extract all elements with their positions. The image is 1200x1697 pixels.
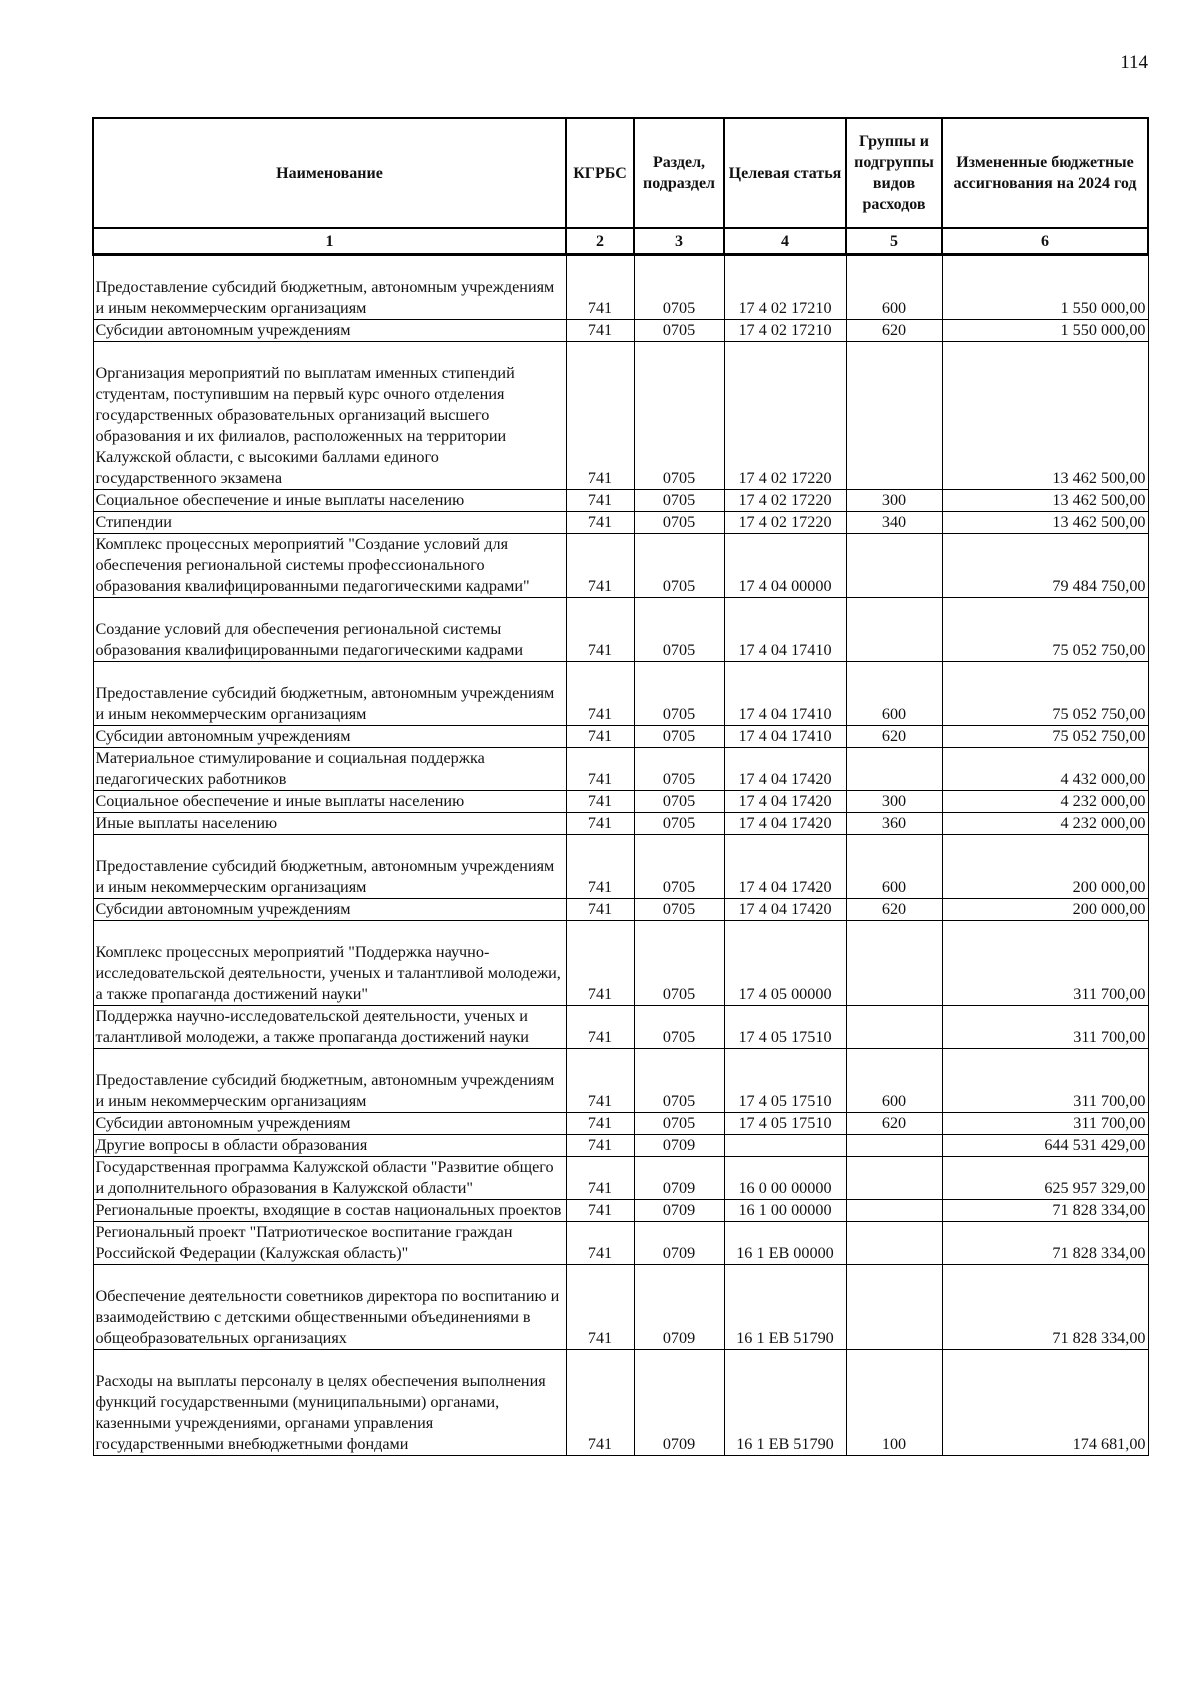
row-razdel: 0705 bbox=[634, 512, 724, 534]
row-razdel: 0705 bbox=[634, 726, 724, 748]
table-row bbox=[93, 835, 1148, 899]
row-razdel: 0705 bbox=[634, 791, 724, 813]
row-expense-group bbox=[846, 1265, 942, 1350]
row-kgrbs: 741 bbox=[566, 791, 634, 813]
row-kgrbs: 741 bbox=[566, 1135, 634, 1157]
row-kgrbs: 741 bbox=[566, 320, 634, 342]
table-body bbox=[93, 255, 1148, 1456]
row-name: Создание условий для обеспечения региональной системы образования квалифицированными педагогическими кадрами bbox=[93, 598, 566, 662]
row-name: Материальное стимулирование и социальная поддержка педагогических работников bbox=[93, 748, 566, 791]
header-row bbox=[93, 118, 1148, 228]
row-target-article: 16 1 00 00000 bbox=[724, 1200, 846, 1222]
row-amount: 200 000,00 bbox=[942, 899, 1148, 921]
row-target-article: 16 0 00 00000 bbox=[724, 1157, 846, 1200]
table-row bbox=[93, 1113, 1148, 1135]
row-expense-group: 340 bbox=[846, 512, 942, 534]
row-target-article: 17 4 02 17220 bbox=[724, 490, 846, 512]
row-amount: 71 828 334,00 bbox=[942, 1265, 1148, 1350]
row-razdel: 0705 bbox=[634, 1049, 724, 1113]
budget-table bbox=[92, 117, 1149, 1456]
row-name: Государственная программа Калужской области "Развитие общего и дополнительного образования в Калужской области" bbox=[93, 1157, 566, 1200]
page-number: 114 bbox=[1120, 52, 1148, 73]
row-kgrbs: 741 bbox=[566, 1265, 634, 1350]
row-name: Стипендии bbox=[93, 512, 566, 534]
row-kgrbs: 741 bbox=[566, 899, 634, 921]
row-amount: 200 000,00 bbox=[942, 835, 1148, 899]
row-name: Иные выплаты населению bbox=[93, 813, 566, 835]
header-allocation: Измененные бюджетные ассигнования на 2024 год bbox=[942, 118, 1148, 228]
row-amount: 79 484 750,00 bbox=[942, 534, 1148, 598]
row-razdel: 0705 bbox=[634, 320, 724, 342]
row-name: Предоставление субсидий бюджетным, автономным учреждениям и иным некоммерческим организациям bbox=[93, 1049, 566, 1113]
row-expense-group: 300 bbox=[846, 791, 942, 813]
row-razdel: 0705 bbox=[634, 813, 724, 835]
row-expense-group bbox=[846, 342, 942, 490]
row-name: Комплекс процессных мероприятий "Поддержка научно-исследовательской деятельности, ученых и талантливой молодежи, а также пропаганда достижений науки" bbox=[93, 921, 566, 1006]
row-kgrbs: 741 bbox=[566, 813, 634, 835]
row-kgrbs: 741 bbox=[566, 598, 634, 662]
row-razdel: 0709 bbox=[634, 1157, 724, 1200]
table-row bbox=[93, 1157, 1148, 1200]
header-expense-group: Группы и подгруппы видов расходов bbox=[846, 118, 942, 228]
row-razdel: 0705 bbox=[634, 534, 724, 598]
row-name: Предоставление субсидий бюджетным, автономным учреждениям и иным некоммерческим организациям bbox=[93, 255, 566, 320]
row-amount: 75 052 750,00 bbox=[942, 662, 1148, 726]
row-expense-group bbox=[846, 1157, 942, 1200]
row-target-article: 17 4 04 17410 bbox=[724, 662, 846, 726]
table-row bbox=[93, 1222, 1148, 1265]
table-row bbox=[93, 1006, 1148, 1049]
row-kgrbs: 741 bbox=[566, 1157, 634, 1200]
row-kgrbs: 741 bbox=[566, 835, 634, 899]
row-razdel: 0709 bbox=[634, 1135, 724, 1157]
row-kgrbs: 741 bbox=[566, 512, 634, 534]
row-target-article: 17 4 04 17420 bbox=[724, 899, 846, 921]
row-amount: 13 462 500,00 bbox=[942, 490, 1148, 512]
row-razdel: 0705 bbox=[634, 662, 724, 726]
row-kgrbs: 741 bbox=[566, 1350, 634, 1456]
column-number: 4 bbox=[724, 228, 846, 255]
row-target-article: 17 4 04 17410 bbox=[724, 726, 846, 748]
row-target-article: 17 4 04 17410 bbox=[724, 598, 846, 662]
row-razdel: 0709 bbox=[634, 1222, 724, 1265]
column-number: 3 bbox=[634, 228, 724, 255]
row-expense-group: 620 bbox=[846, 320, 942, 342]
row-razdel: 0705 bbox=[634, 835, 724, 899]
row-amount: 4 432 000,00 bbox=[942, 748, 1148, 791]
row-kgrbs: 741 bbox=[566, 921, 634, 1006]
row-name: Социальное обеспечение и иные выплаты населению bbox=[93, 490, 566, 512]
row-expense-group: 620 bbox=[846, 1113, 942, 1135]
column-number-row bbox=[93, 228, 1148, 255]
row-amount: 311 700,00 bbox=[942, 1049, 1148, 1113]
row-target-article: 17 4 04 17420 bbox=[724, 835, 846, 899]
row-target-article: 17 4 04 17420 bbox=[724, 813, 846, 835]
row-kgrbs: 741 bbox=[566, 748, 634, 791]
table-row bbox=[93, 791, 1148, 813]
row-kgrbs: 741 bbox=[566, 1006, 634, 1049]
row-name: Обеспечение деятельности советников директора по воспитанию и взаимодействию с детскими общественными объединениями в общеобразовательных организациях bbox=[93, 1265, 566, 1350]
row-razdel: 0705 bbox=[634, 921, 724, 1006]
row-expense-group bbox=[846, 1006, 942, 1049]
header-razdel: Раздел, подраздел bbox=[634, 118, 724, 228]
table-row bbox=[93, 255, 1148, 320]
column-number: 6 bbox=[942, 228, 1148, 255]
table-row bbox=[93, 1049, 1148, 1113]
row-kgrbs: 741 bbox=[566, 490, 634, 512]
row-name: Поддержка научно-исследовательской деятельности, ученых и талантливой молодежи, а также пропаганда достижений науки bbox=[93, 1006, 566, 1049]
row-name: Субсидии автономным учреждениям bbox=[93, 1113, 566, 1135]
row-amount: 311 700,00 bbox=[942, 1006, 1148, 1049]
row-expense-group: 600 bbox=[846, 1049, 942, 1113]
row-target-article: 17 4 02 17210 bbox=[724, 320, 846, 342]
row-expense-group bbox=[846, 1222, 942, 1265]
row-razdel: 0705 bbox=[634, 598, 724, 662]
row-amount: 644 531 429,00 bbox=[942, 1135, 1148, 1157]
row-amount: 75 052 750,00 bbox=[942, 726, 1148, 748]
row-kgrbs: 741 bbox=[566, 534, 634, 598]
row-target-article: 17 4 02 17220 bbox=[724, 512, 846, 534]
row-expense-group: 600 bbox=[846, 255, 942, 320]
table-row bbox=[93, 490, 1148, 512]
row-target-article: 17 4 05 00000 bbox=[724, 921, 846, 1006]
row-expense-group bbox=[846, 1200, 942, 1222]
row-name: Региональные проекты, входящие в состав национальных проектов bbox=[93, 1200, 566, 1222]
row-expense-group: 620 bbox=[846, 726, 942, 748]
row-amount: 1 550 000,00 bbox=[942, 255, 1148, 320]
row-expense-group: 600 bbox=[846, 835, 942, 899]
row-amount: 71 828 334,00 bbox=[942, 1222, 1148, 1265]
table-row bbox=[93, 1265, 1148, 1350]
row-target-article: 16 1 EB 00000 bbox=[724, 1222, 846, 1265]
row-razdel: 0705 bbox=[634, 255, 724, 320]
row-razdel: 0705 bbox=[634, 342, 724, 490]
row-kgrbs: 741 bbox=[566, 1113, 634, 1135]
row-target-article: 17 4 02 17210 bbox=[724, 255, 846, 320]
table-row bbox=[93, 598, 1148, 662]
row-amount: 174 681,00 bbox=[942, 1350, 1148, 1456]
table-row bbox=[93, 899, 1148, 921]
row-expense-group: 600 bbox=[846, 662, 942, 726]
row-amount: 1 550 000,00 bbox=[942, 320, 1148, 342]
row-amount: 13 462 500,00 bbox=[942, 512, 1148, 534]
row-target-article: 17 4 04 17420 bbox=[724, 748, 846, 791]
table-row bbox=[93, 512, 1148, 534]
row-kgrbs: 741 bbox=[566, 662, 634, 726]
row-expense-group: 100 bbox=[846, 1350, 942, 1456]
row-target-article: 17 4 05 17510 bbox=[724, 1006, 846, 1049]
row-expense-group bbox=[846, 921, 942, 1006]
row-razdel: 0705 bbox=[634, 490, 724, 512]
row-name: Расходы на выплаты персоналу в целях обеспечения выполнения функций государственными (муниципальными) органами, казенными учреждениями, органами управления государственными внебюджетными фондами bbox=[93, 1350, 566, 1456]
row-razdel: 0705 bbox=[634, 748, 724, 791]
row-name: Комплекс процессных мероприятий "Создание условий для обеспечения региональной системы профессионального образования квалифицированными педагогическими кадрами" bbox=[93, 534, 566, 598]
table-row bbox=[93, 662, 1148, 726]
row-name: Региональный проект "Патриотическое воспитание граждан Российской Федерации (Калужская область)" bbox=[93, 1222, 566, 1265]
row-amount: 311 700,00 bbox=[942, 921, 1148, 1006]
row-name: Предоставление субсидий бюджетным, автономным учреждениям и иным некоммерческим организациям bbox=[93, 662, 566, 726]
header-kgrbs: КГРБС bbox=[566, 118, 634, 228]
header-target-article: Целевая статья bbox=[724, 118, 846, 228]
row-amount: 71 828 334,00 bbox=[942, 1200, 1148, 1222]
header-name: Наименование bbox=[93, 118, 566, 228]
table-row bbox=[93, 813, 1148, 835]
row-razdel: 0705 bbox=[634, 899, 724, 921]
row-expense-group: 360 bbox=[846, 813, 942, 835]
row-name: Субсидии автономным учреждениям bbox=[93, 899, 566, 921]
row-amount: 75 052 750,00 bbox=[942, 598, 1148, 662]
column-number: 1 bbox=[93, 228, 566, 255]
row-target-article: 16 1 EB 51790 bbox=[724, 1350, 846, 1456]
table-row bbox=[93, 921, 1148, 1006]
row-target-article: 17 4 05 17510 bbox=[724, 1113, 846, 1135]
column-number: 2 bbox=[566, 228, 634, 255]
row-amount: 4 232 000,00 bbox=[942, 813, 1148, 835]
row-expense-group bbox=[846, 534, 942, 598]
row-razdel: 0709 bbox=[634, 1350, 724, 1456]
row-target-article: 17 4 02 17220 bbox=[724, 342, 846, 490]
row-target-article: 17 4 04 17420 bbox=[724, 791, 846, 813]
row-name: Организация мероприятий по выплатам именных стипендий студентам, поступившим на первый курс очного отделения государственных образовательных организаций высшего образования и их филиалов, расположенных на территории Калужской области, с высокими баллами единого государственного экзамена bbox=[93, 342, 566, 490]
row-expense-group bbox=[846, 1135, 942, 1157]
row-expense-group: 620 bbox=[846, 899, 942, 921]
row-name: Другие вопросы в области образования bbox=[93, 1135, 566, 1157]
table-row bbox=[93, 320, 1148, 342]
table-row bbox=[93, 1135, 1148, 1157]
row-kgrbs: 741 bbox=[566, 726, 634, 748]
table-row bbox=[93, 726, 1148, 748]
table-row bbox=[93, 342, 1148, 490]
row-razdel: 0705 bbox=[634, 1113, 724, 1135]
table-row bbox=[93, 748, 1148, 791]
row-amount: 4 232 000,00 bbox=[942, 791, 1148, 813]
row-name: Предоставление субсидий бюджетным, автономным учреждениям и иным некоммерческим организациям bbox=[93, 835, 566, 899]
column-number: 5 bbox=[846, 228, 942, 255]
row-expense-group bbox=[846, 748, 942, 791]
row-kgrbs: 741 bbox=[566, 1222, 634, 1265]
row-razdel: 0705 bbox=[634, 1006, 724, 1049]
row-name: Субсидии автономным учреждениям bbox=[93, 320, 566, 342]
row-kgrbs: 741 bbox=[566, 1200, 634, 1222]
row-target-article: 17 4 04 00000 bbox=[724, 534, 846, 598]
row-razdel: 0709 bbox=[634, 1265, 724, 1350]
row-amount: 311 700,00 bbox=[942, 1113, 1148, 1135]
row-name: Субсидии автономным учреждениям bbox=[93, 726, 566, 748]
table-row bbox=[93, 1350, 1148, 1456]
row-target-article: 16 1 EB 51790 bbox=[724, 1265, 846, 1350]
table-row bbox=[93, 534, 1148, 598]
row-kgrbs: 741 bbox=[566, 342, 634, 490]
row-kgrbs: 741 bbox=[566, 1049, 634, 1113]
row-amount: 625 957 329,00 bbox=[942, 1157, 1148, 1200]
row-razdel: 0709 bbox=[634, 1200, 724, 1222]
row-amount: 13 462 500,00 bbox=[942, 342, 1148, 490]
row-target-article bbox=[724, 1135, 846, 1157]
row-expense-group: 300 bbox=[846, 490, 942, 512]
row-expense-group bbox=[846, 598, 942, 662]
row-name: Социальное обеспечение и иные выплаты населению bbox=[93, 791, 566, 813]
row-kgrbs: 741 bbox=[566, 255, 634, 320]
row-target-article: 17 4 05 17510 bbox=[724, 1049, 846, 1113]
table-row bbox=[93, 1200, 1148, 1222]
